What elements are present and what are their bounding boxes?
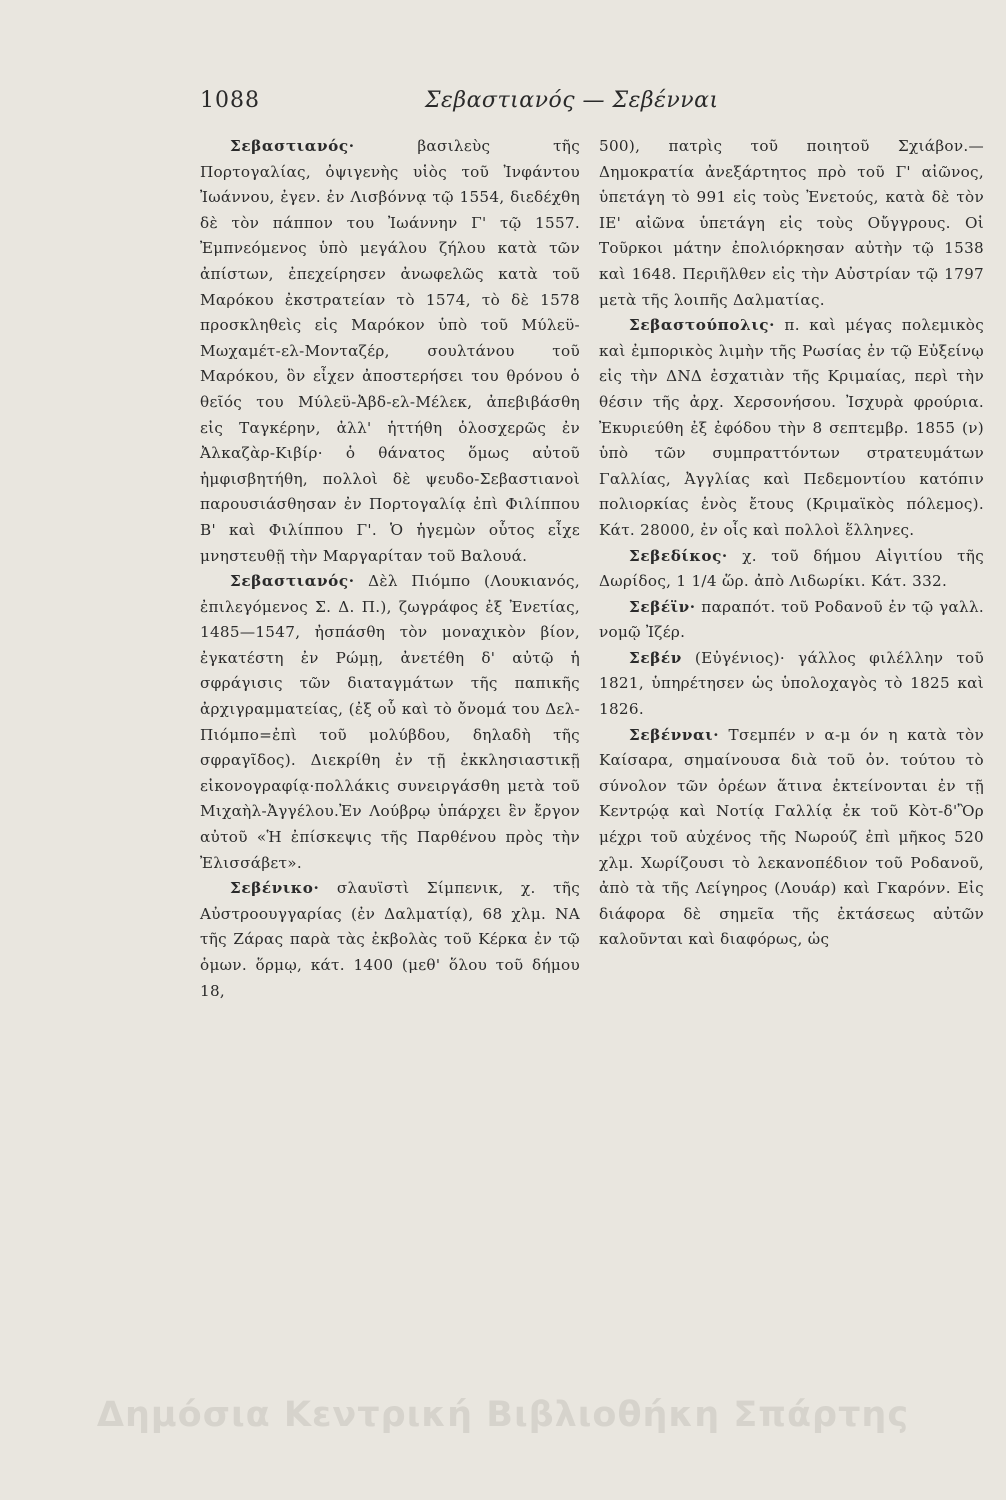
entry-text: σλαυϊστὶ Σίμπενικ, χ. τῆς Αὐστροουγγαρίας (ἐν Δαλματίᾳ), 68 χλμ. ΝΑ τῆς Ζάρας παρὰ τὰς ἐκβολὰς τοῦ Κέρκα ἐν τῷ ὁμων. ὅρμῳ, κάτ. 1400 (μεθ' ὅλου τοῦ δήμου 18, bbox=[200, 879, 580, 1000]
page-header bbox=[200, 88, 890, 128]
library-watermark: Δημόσια Κεντρική Βιβλιοθήκη Σπάρτης bbox=[96, 1395, 910, 1435]
entry-text: Δὲλ Πιόμπο (Λουκιανός, ἐπιλεγόμενος Σ. Δ. Π.), ζωγράφος ἐξ Ἐνετίας, 1485—1547, ἠσπάσθη τὸν μοναχικὸν βίον, ἐγκατέστη ἐν Ρώμῃ, ἀνετέθη δ' αὐτῷ ἡ σφράγισις τῶν διαταγμάτων τῆς παπικῆς ἀρχιγραμματείας, (ἐξ οὗ καὶ τὸ ὄνομά του Δελ-Πιόμπο=ἐπὶ τοῦ μολύβδου, δηλαδὴ τῆς σφραγῖδος). Διεκρίθη ἐν τῇ ἐκκλησιαστικῇ εἰκονογραφίᾳ·πολλάκις συνειργάσθη μετὰ τοῦ Μιχαὴλ-Ἀγγέλου.Ἐν Λούβρῳ ὑπάρχει ἓν ἔργον αὐτοῦ «Ἡ ἐπίσκεψις τῆς Παρθένου πρὸς τὴν Ἐλισσάβετ». bbox=[200, 572, 580, 872]
entry-headword: Σεβαστούπολις· bbox=[629, 316, 776, 335]
running-title: Σεβαστιανός — Σεβένναι bbox=[425, 88, 719, 113]
entry-headword: Σεβεδίκος· bbox=[629, 546, 728, 565]
entry-headword: Σεβένικο· bbox=[230, 879, 320, 898]
entry-headword: Σεβέν bbox=[629, 648, 682, 667]
entry-sebastiano-del-piombo bbox=[200, 569, 580, 876]
entry-headword: Σεβένναι· bbox=[629, 725, 720, 744]
entry-sebastoupolis bbox=[599, 313, 984, 543]
entry-text: 500), πατρὶς τοῦ ποιητοῦ Σχιάβον.— Δημοκρατία ἀνεξάρτητος πρὸ τοῦ Γ' αἰῶνος, ὑπετάγη τὸ 991 εἰς τοὺς Ἐνετούς, κατὰ δὲ τὸν ΙΕ' αἰῶνα ὑπετάγη εἰς τοὺς Οὔγγρους. Οἱ Τοῦρκοι μάτην ἐπολιόρκησαν αὐτὴν τῷ 1538 καὶ 1648. Περιῆλθεν εἰς τὴν Αὐστρίαν τῷ 1797 μετὰ τῆς λοιπῆς Δαλματίας. bbox=[599, 137, 984, 309]
page-number: 1088 bbox=[200, 88, 260, 113]
entry-sebastianos-king bbox=[200, 134, 580, 569]
entry-sebeniko bbox=[200, 876, 580, 1004]
right-column bbox=[599, 134, 984, 953]
entry-text: (Εὐγένιος)· γάλλος φιλέλλην τοῦ 1821, ὑπηρέτησεν ὡς ὑπολοχαγὸς τὸ 1825 καὶ 1826. bbox=[599, 648, 984, 719]
entry-headword: Σεβέϊν· bbox=[629, 597, 696, 616]
entry-seben bbox=[599, 646, 984, 723]
entry-text: χ. τοῦ δήμου Αἰγιτίου τῆς Δωρίδος, 1 1/4 ὥρ. ἀπὸ Λιδωρίκι. Κάτ. 332. bbox=[599, 546, 984, 591]
left-column bbox=[200, 134, 580, 1004]
entry-headword: Σεβαστιανός· bbox=[230, 572, 355, 591]
entry-text: παραπότ. τοῦ Ροδανοῦ ἐν τῷ γαλλ. νομῷ Ἰζέρ. bbox=[599, 597, 984, 642]
entry-sebedikos bbox=[599, 544, 984, 595]
entry-headword: Σεβαστιανός· bbox=[230, 137, 355, 155]
entry-text: π. καὶ μέγας πολεμικὸς καὶ ἐμπορικὸς λιμὴν τῆς Ρωσίας ἐν τῷ Εὐξείνῳ εἰς τὴν ΔΝΔ ἐσχατιὰν τῆς Κριμαίας, περὶ τὴν θέσιν τῆς ἀρχ. Χερσονήσου. Ἰσχυρὰ φρούρια. Ἐκυριεύθη ἐξ ἐφόδου τὴν 8 σεπτεμβρ. 1855 (ν) ὑπὸ τῶν συμπραττόντων στρατευμάτων Γαλλίας, Ἀγγλίας καὶ Πεδεμοντίου κατόπιν πολιορκίας ἑνὸς ἔτους (Κριμαϊκὸς πόλεμος). Κάτ. 28000, ἐν οἷς καὶ πολλοὶ ἕλληνες. bbox=[599, 316, 984, 539]
entry-text: Τσεμπέν ν α-μ όν η κατὰ τὸν Καίσαρα, σημαίνουσα διὰ τοῦ ὀν. τούτου τὸ σύνολον τῶν ὀρέων ἅτινα ἐκτείνονται ἐν τῇ Κεντρῴᾳ καὶ Νοτίᾳ Γαλλίᾳ ἐκ τοῦ Κὸτ-δ'Ὂρ μέχρι τοῦ αὐχένος τῆς Νωρούζ ἐπὶ μῆκος 520 χλμ. Χωρίζουσι τὸ λεκανοπέδιον τοῦ Ροδανοῦ, ἀπὸ τὰ τῆς Λείγηρος (Λουάρ) καὶ Γκαρόνν. Εἰς διάφορα δὲ σημεῖα τῆς ἐκτάσεως αὐτῶν καλοῦνται καὶ διαφόρως, ὡς bbox=[599, 725, 984, 949]
entry-sebeniko-continued bbox=[599, 134, 984, 313]
entry-sebennai bbox=[599, 723, 984, 953]
entry-sebein bbox=[599, 595, 984, 646]
entry-text: βασιλεὺς τῆς Πορτογαλίας, ὀψιγενὴς υἱὸς τοῦ Ἰνφάντου Ἰωάννου, ἐγεν. ἐν Λισβόννᾳ τῷ 1554, διεδέχθη δὲ τὸν πάππον του Ἰωάννην Γ' τῷ 1557. Ἐμπνεόμενος ὑπὸ μεγάλου ζήλου κατὰ τῶν ἀπίστων, ἐπεχείρησεν ἀνωφελῶς κατὰ τοῦ Μαρόκου ἐκστρατείαν τὸ 1574, τὸ δὲ 1578 προσκληθεὶς εἰς Μαρόκον ὑπὸ τοῦ Μύλεϋ-Μωχαμέτ-ελ-Μονταζέρ, σουλτάνου τοῦ Μαρόκου, ὃν εἶχεν ἀποστερήσει του θρόνου ὁ θεῖός του Μύλεϋ-Ἀβδ-ελ-Μέλεκ, ἀπεβιβάσθη εἰς Ταγκέρην, ἀλλ' ἡττήθη ὁλοσχερῶς ἐν Ἀλκαζὰρ-Κιβίρ· ὁ θάνατος ὅμως αὐτοῦ ἠμφισβητήθη, πολλοὶ δὲ ψευδο-Σεβαστιανοὶ παρουσιάσθησαν ἐν Πορτογαλίᾳ ἐπὶ Φιλίππου Β' καὶ Φιλίππου Γ'. Ὁ ἡγεμὼν οὗτος εἶχε μνηστευθῇ τὴν Μαργαρίταν τοῦ Βαλουά. bbox=[200, 137, 580, 565]
